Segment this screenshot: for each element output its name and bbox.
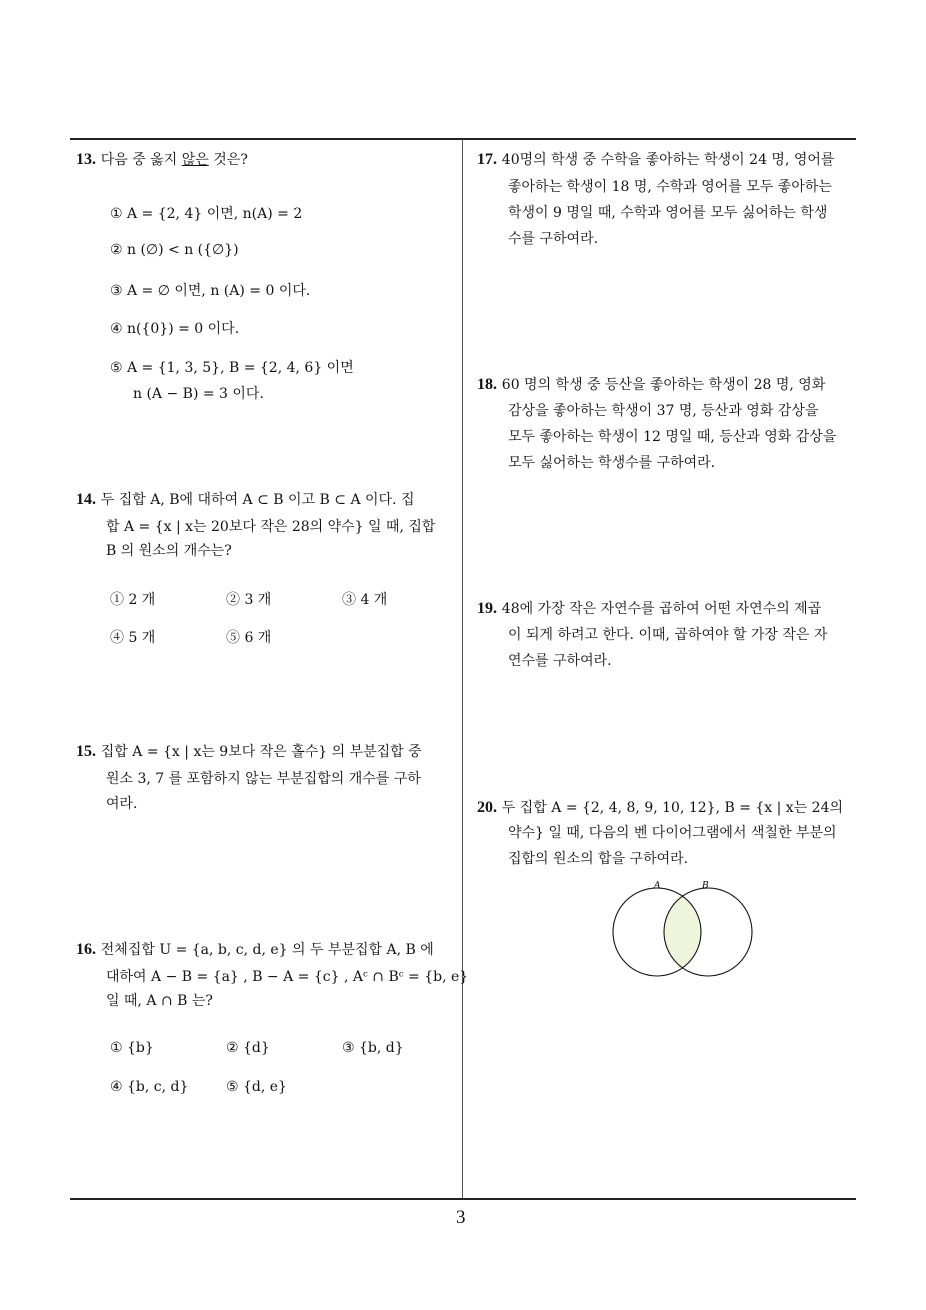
q16-option-3[interactable]: ③ {b, d} (342, 1040, 404, 1056)
q14-option-4[interactable]: ④ 5 개 (110, 630, 156, 646)
question-number: 15. (76, 743, 96, 760)
question-line-3: 일 때, A ∩ B 는? (106, 993, 213, 1009)
question-16 (76, 936, 460, 963)
question-number: 16. (76, 941, 96, 958)
q13-option-5-cont: n (A − B) = 3 이다. (133, 386, 264, 402)
q13-option-2[interactable]: ② n (∅) < n ({∅}) (110, 242, 239, 258)
q14-option-5[interactable]: ⑤ 6 개 (226, 630, 272, 646)
q14-option-1[interactable]: ① 2 개 (110, 592, 156, 608)
column-divider (462, 139, 463, 1200)
q16-option-2[interactable]: ② {d} (226, 1040, 270, 1056)
q16-option-1[interactable]: ① {b} (110, 1040, 154, 1056)
question-line-3: 모두 좋아하는 학생이 12 명일 때, 등산과 영화 감상을 (508, 429, 837, 445)
bottom-rule (70, 1198, 856, 1200)
question-number: 17. (477, 151, 497, 168)
question-line-2: 좋아하는 학생이 18 명, 수학과 영어를 모두 좋아하는 (508, 179, 832, 195)
question-line-1: 48에 가장 작은 자연수를 곱하여 어떤 자연수의 제곱 (501, 601, 822, 617)
question-line-1: 두 집합 A = {2, 4, 8, 9, 10, 12}, B = {x | x는 24의 (501, 800, 844, 816)
question-line-2: 이 되게 하려고 한다. 이때, 곱하여야 할 가장 작은 자 (508, 627, 828, 643)
question-line-1: 40명의 학생 중 수학을 좋아하는 학생이 24 명, 영어를 (501, 152, 835, 168)
question-line-4: 모두 싫어하는 학생수를 구하여라. (508, 455, 716, 471)
q13-option-1[interactable]: ① A = {2, 4} 이면, n(A) = 2 (110, 206, 303, 222)
question-number: 14. (76, 491, 96, 508)
question-line-1: 집합 A = {x | x는 9보다 작은 홀수} 의 부분집합 중 (100, 744, 422, 760)
question-line-1: 60 명의 학생 중 등산을 좋아하는 학생이 28 명, 영화 (501, 377, 826, 393)
question-line-2: 약수} 일 때, 다음의 벤 다이어그램에서 색칠한 부분의 (508, 825, 837, 841)
set-b-label: B (702, 881, 709, 891)
question-14 (76, 486, 460, 513)
question-line-2: 대하여 A − B = {a} , B − A = {c} , Aᶜ ∩ Bᶜ = {b, e} (106, 969, 469, 985)
question-13 (76, 146, 456, 173)
venn-diagram (608, 876, 758, 980)
question-19 (477, 595, 861, 622)
question-line-3: 연수를 구하여라. (508, 653, 612, 669)
question-line-1: 두 집합 A, B에 대하여 A ⊂ B 이고 B ⊂ A 이다. 집 (100, 492, 415, 508)
question-stem: 다음 중 옳지 않은 것은? (100, 152, 248, 168)
underlined-word: 않은 (181, 152, 209, 168)
question-line-2: 합 A = {x | x는 20보다 작은 28의 약수} 일 때, 집합 (106, 519, 436, 535)
set-a-label: A (654, 881, 661, 891)
question-line-4: 수를 구하여라. (508, 231, 599, 247)
question-20 (477, 794, 861, 821)
question-17 (477, 146, 861, 173)
question-18 (477, 371, 861, 398)
q14-option-2[interactable]: ② 3 개 (226, 592, 272, 608)
q16-option-5[interactable]: ⑤ {d, e} (226, 1079, 287, 1095)
question-15 (76, 738, 460, 765)
question-line-3: 여라. (106, 796, 138, 812)
question-number: 13. (76, 151, 96, 168)
question-number: 18. (477, 376, 497, 393)
page-number: 3 (456, 1207, 466, 1228)
question-line-1: 전체집합 U = {a, b, c, d, e} 의 두 부분집합 A, B 에 (100, 942, 434, 958)
q14-option-3[interactable]: ③ 4 개 (342, 592, 388, 608)
q13-option-3[interactable]: ③ A = ∅ 이면, n (A) = 0 이다. (110, 283, 311, 299)
question-number: 20. (477, 799, 497, 816)
question-line-3: B 의 원소의 개수는? (106, 543, 232, 559)
question-line-2: 원소 3, 7 를 포함하지 않는 부분집합의 개수를 구하 (106, 771, 421, 787)
q16-option-4[interactable]: ④ {b, c, d} (110, 1079, 189, 1095)
question-line-2: 감상을 좋아하는 학생이 37 명, 등산과 영화 감상을 (508, 403, 819, 419)
question-line-3: 학생이 9 명일 때, 수학과 영어를 모두 싫어하는 학생 (508, 205, 828, 221)
question-line-3: 집합의 원소의 합을 구하여라. (508, 851, 689, 867)
question-number: 19. (477, 600, 497, 617)
q13-option-5[interactable]: ⑤ A = {1, 3, 5}, B = {2, 4, 6} 이면 (110, 360, 354, 376)
q13-option-4[interactable]: ④ n({0}) = 0 이다. (110, 321, 240, 337)
